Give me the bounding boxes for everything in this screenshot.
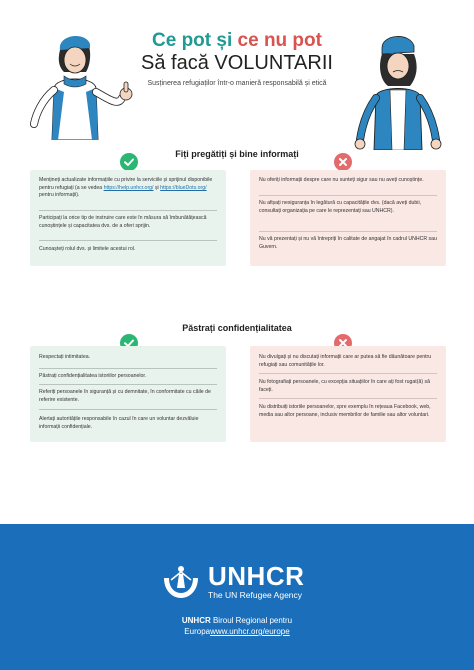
cross-circle-icon [334,153,352,171]
divider [259,195,437,196]
divider [39,368,217,369]
logo-tagline: The UN Refugee Agency [208,590,303,600]
page-subtitle: Susținerea refugiaților într-o manieră responsabilă și etică [147,80,327,87]
logo-wordmark: UNHCR [208,561,305,591]
do-panel-confidentiality [30,346,226,442]
office-bold: UNHCR [181,616,211,625]
unhcr-logo [160,560,320,600]
do-item-alert-authorities: Alertați autoritățile responsabile în cazul în care un voluntar dezvăluie informații confidențiale. [39,416,199,430]
divider [39,384,217,385]
dont-item-impersonate: Nu vă prezentați și nu vă întrepriți în calitate de angajat în cadrul UNHCR sau Guvern. [259,236,437,250]
do-item-training: Participați la orice tip de instruire care este în măsura să îmbunătățească cunoștințele și capacitatea dvs. de a oferi sprijin. [39,215,207,229]
do-item-text: pentru informații). [39,192,80,199]
divider [259,398,437,399]
do-item-refer-safely: Referiți persoanele în siguranță și cu demnitate, în conformitate cu căile de referire existente. [39,389,211,403]
divider [39,240,217,241]
do-item-keep-informed [39,177,217,200]
footer [0,524,474,670]
regional-office-line [0,616,474,625]
dont-item-disclose: Nu divulgați și nu discutați informații care ar putea să fie dăunătoare pentru refugiați sau comunitățile lor. [259,354,432,368]
section-confidentiality-title: Păstrați confidențialitatea [182,323,292,333]
check-circle-icon [120,153,138,171]
dont-item-insecurity: Nu afișați nesiguranța în legătură cu capacitățile dvs. (dacă aveți dubii, consultați organizația pe care le reprezentați sau UNHCR). [259,200,422,214]
volunteer-thumbs-up-illustration [30,28,140,140]
dont-item-photograph: Nu fotografiați persoanele, cu excepția situațiilor în care ați fost rugat(ă) să faceți. [259,379,430,393]
title-cannot: ce nu pot [237,30,322,51]
divider [259,373,437,374]
do-item-privacy: Respectați intimitatea. [39,354,91,360]
do-item-keep-stories: Păstrați confidențialitatea istoriilor persoanelor. [39,373,147,379]
europe-label: Europa [184,627,211,636]
section-prepared-title: Fiți pregătiți și bine informați [175,149,299,159]
dont-panel-confidentiality [250,346,446,442]
do-item-text: Mențineți actualizate informațiile cu privire la serviciile și sprijinul disponibile pentru refugiați (a se vedea [39,177,213,191]
website-line [0,627,474,636]
do-item-know-role: Cunoașteți rolul dvs. și limitele acestui rol. [39,246,136,252]
bluedots-link[interactable]: https://blueDots.org/ [160,184,207,191]
dont-item-share-stories: Nu distribuiți istoriile persoanelor, spre exemplu în rețeaua Facebook, web, media sau altor persoane, inclusiv membrilor de familie sau altor voluntari. [259,404,431,418]
unhcr-emblem-icon [160,560,202,600]
help-unhcr-link[interactable]: https://help.unhcr.org/ [103,184,154,191]
title-can: Ce pot [152,30,212,51]
website-link[interactable]: www.unhcr.org/europe [210,627,290,636]
volunteer-shrug-illustration [352,26,448,150]
divider [39,210,217,211]
do-panel-prepared [30,170,226,266]
office-rest: Biroul Regional pentru [210,616,293,625]
divider [259,231,437,232]
do-item-text: și [153,184,161,191]
dont-item-unsure-info: Nu oferiți informații despre care nu sunteți sigur sau nu aveți cunoștințe. [259,177,424,183]
dont-panel-prepared [250,170,446,266]
divider [39,409,217,410]
title-line-2: Să facă VOLUNTARII [141,52,333,74]
title-and: și [216,30,233,51]
